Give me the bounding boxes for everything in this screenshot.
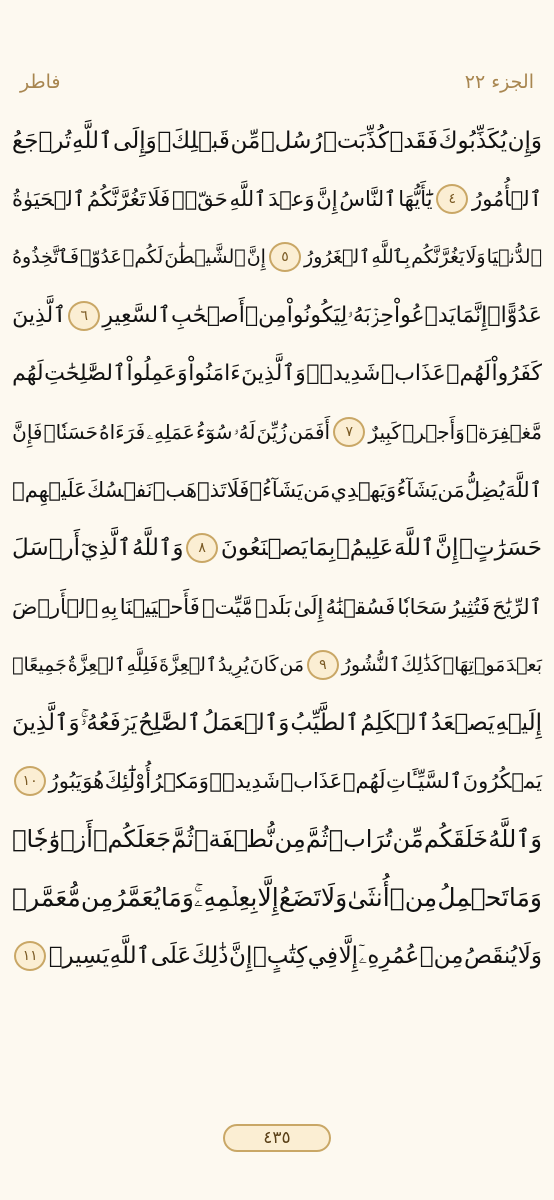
word[interactable]: ٱلسَّعِيرِ bbox=[102, 303, 171, 329]
word[interactable]: ٱلۡغَرُورُ bbox=[304, 246, 371, 269]
word[interactable]: مَن bbox=[303, 478, 331, 503]
word[interactable]: ٱللَّهِ bbox=[109, 942, 151, 969]
word[interactable]: ٱللَّهَ bbox=[505, 478, 542, 503]
word[interactable]: وَلَا bbox=[465, 246, 486, 269]
word[interactable]: فَأَحۡيَيۡنَا bbox=[119, 594, 200, 619]
word[interactable]: جَمِيعًاۚ bbox=[12, 653, 67, 676]
word[interactable]: حِزۡبَهُۥ bbox=[347, 303, 394, 329]
word[interactable]: بَعۡدَ bbox=[506, 653, 542, 676]
word[interactable]: ٱلدُّنۡيَا bbox=[486, 246, 542, 269]
word[interactable]: يَسِيرٞ bbox=[48, 942, 110, 969]
ayah-number-marker[interactable]: ٨ bbox=[186, 533, 218, 563]
word[interactable]: حَسَرَٰتٍۚ bbox=[459, 535, 542, 562]
word[interactable]: تَذۡهَبۡ bbox=[152, 478, 227, 503]
word[interactable]: يَشَآءُۖ bbox=[249, 478, 303, 503]
word[interactable]: ٱلنُّشُورُ bbox=[341, 653, 401, 676]
word[interactable]: يُضِلُّ bbox=[464, 478, 505, 503]
word[interactable]: إِنَّ bbox=[435, 535, 459, 562]
word[interactable]: لَهُۥ bbox=[233, 420, 256, 445]
word[interactable]: وَٱللَّهُ bbox=[488, 825, 542, 854]
word[interactable]: عَلَيۡهِمۡ bbox=[12, 478, 87, 503]
word[interactable]: ٱلسَّيِّـَٔاتِ bbox=[386, 769, 463, 794]
word[interactable]: فَقَدۡ bbox=[389, 128, 438, 155]
word[interactable]: ٱلَّذِيٓ bbox=[80, 535, 132, 562]
word[interactable]: يُعَمَّرُ bbox=[113, 883, 161, 913]
word[interactable]: ٱلۡعِزَّةُ bbox=[67, 653, 126, 676]
word[interactable]: أَرۡسَلَ bbox=[12, 535, 81, 562]
word[interactable]: تُرَابٖ bbox=[328, 825, 393, 854]
word[interactable]: ذَٰلِكَ bbox=[191, 942, 229, 969]
word[interactable]: مِنۡ bbox=[244, 303, 287, 329]
word[interactable]: يُنقَصُ bbox=[464, 942, 518, 969]
ayah-number-marker[interactable]: ٤ bbox=[436, 184, 468, 214]
word[interactable]: كَانَ bbox=[249, 653, 279, 676]
word[interactable]: تَضَعُ bbox=[278, 883, 321, 913]
word[interactable]: قَبۡلِكَۚ bbox=[157, 128, 230, 155]
word[interactable]: أُوْلَٰٓئِكَ bbox=[104, 769, 152, 794]
word[interactable]: وَعۡدَ bbox=[268, 187, 315, 212]
word[interactable]: يَشَآءُ bbox=[396, 478, 438, 503]
word[interactable]: عُمُرِهِۦٓ bbox=[358, 942, 420, 969]
word[interactable]: أَفَمَن bbox=[288, 420, 331, 445]
word[interactable]: إِلَّا bbox=[338, 942, 359, 969]
word[interactable]: مَن bbox=[279, 653, 305, 676]
text-line bbox=[12, 810, 542, 868]
word[interactable]: شَدِيدٞۖ bbox=[306, 361, 381, 387]
word[interactable]: يَرۡفَعُهُۥۚ bbox=[80, 709, 138, 736]
word[interactable]: لَهُم bbox=[12, 361, 44, 387]
text-line bbox=[12, 228, 542, 286]
word[interactable]: زُيِّنَ bbox=[256, 420, 288, 445]
word[interactable]: يَصۡنَعُونَ bbox=[220, 535, 308, 562]
word[interactable]: يُكَذِّبُوكَ bbox=[438, 128, 508, 155]
word[interactable]: ٱلۡحَيَوٰةُ bbox=[12, 187, 86, 212]
word[interactable]: ٱلصَّٰلِحَٰتِ bbox=[44, 361, 126, 387]
word[interactable]: وَإِلَى bbox=[113, 128, 157, 155]
text-line bbox=[12, 694, 542, 752]
word[interactable]: ٱلنَّاسُ bbox=[339, 187, 397, 212]
text-line bbox=[12, 287, 542, 345]
word[interactable]: ٱللَّهِ bbox=[72, 128, 113, 155]
word[interactable]: كُذِّبَتۡ bbox=[323, 128, 389, 155]
word[interactable]: نُّطۡفَةٖ bbox=[194, 825, 275, 854]
word[interactable]: تَغُرَّنَّكُمُ bbox=[86, 187, 146, 212]
text-line bbox=[12, 112, 542, 170]
word[interactable]: يَدۡعُواْ bbox=[394, 303, 456, 329]
word[interactable]: ٱللَّهَ bbox=[394, 535, 435, 562]
word[interactable]: فَلَا bbox=[226, 478, 250, 503]
text-line bbox=[12, 636, 542, 694]
word[interactable]: مِنۡ bbox=[419, 942, 464, 969]
word[interactable]: فِي bbox=[307, 942, 338, 969]
word[interactable]: شَدِيدٞۖ bbox=[209, 769, 281, 794]
word[interactable]: وَمَا bbox=[508, 883, 542, 913]
word[interactable]: تَحۡمِلُ bbox=[437, 883, 509, 913]
word[interactable]: عَذَابٞ bbox=[381, 361, 446, 387]
word[interactable]: بِعِلۡمِهِۦۚ bbox=[194, 882, 258, 912]
word[interactable]: وَمَكۡرُ bbox=[151, 769, 209, 794]
word[interactable]: إِلَيۡهِ bbox=[495, 709, 542, 736]
text-line bbox=[12, 752, 542, 810]
juz-label: الجزء ٢٢ bbox=[464, 71, 534, 93]
word[interactable]: نَفۡسُكَ bbox=[87, 478, 153, 503]
page-footer bbox=[0, 1124, 554, 1152]
word[interactable]: حَسَنٗاۖ bbox=[43, 420, 98, 445]
text-line bbox=[12, 345, 542, 403]
word[interactable]: إِنَّ bbox=[229, 942, 253, 969]
word[interactable]: جَعَلَكُمۡ bbox=[93, 825, 172, 854]
word[interactable]: فَسُقۡنَٰهُ bbox=[325, 594, 396, 619]
ayah-number-marker[interactable]: ٥ bbox=[269, 242, 301, 272]
word[interactable]: سُوٓءُ bbox=[195, 420, 233, 445]
word[interactable]: رُسُلٞ bbox=[260, 128, 323, 155]
word[interactable]: إِنَّ bbox=[316, 187, 338, 212]
page-number-badge[interactable]: ٤٣٥ bbox=[223, 1124, 331, 1152]
surah-name: فاطر bbox=[20, 71, 61, 93]
word[interactable]: مَّغۡفِرَةٞ bbox=[466, 420, 542, 445]
word[interactable]: بِهِ bbox=[100, 594, 118, 619]
word[interactable]: خَلَقَكُم bbox=[423, 825, 489, 854]
word[interactable]: مِّن bbox=[392, 825, 424, 854]
text-line bbox=[12, 403, 542, 461]
word[interactable]: لَهُمۡ bbox=[446, 361, 491, 387]
word[interactable]: يَٰٓأَيُّهَا bbox=[398, 187, 433, 212]
word[interactable]: مِنۡ bbox=[389, 883, 438, 913]
ayah-number-marker[interactable]: ١٠ bbox=[14, 766, 46, 796]
word[interactable]: يَمۡكُرُونَ bbox=[462, 769, 542, 794]
ayah-number-marker[interactable]: ٦ bbox=[68, 301, 100, 331]
word[interactable]: يَغُرَّنَّكُم bbox=[411, 246, 465, 269]
word[interactable]: وَأَجۡرٞ bbox=[402, 420, 465, 445]
word[interactable]: ٱللَّهِ bbox=[229, 187, 267, 212]
word[interactable]: مَوۡتِهَاۚ bbox=[442, 653, 506, 676]
word[interactable]: وَإِن bbox=[507, 128, 542, 155]
word[interactable]: ثُمَّ bbox=[171, 825, 194, 854]
text-line bbox=[12, 578, 542, 636]
word[interactable]: كَفَرُواْ bbox=[491, 361, 542, 387]
word[interactable]: كَذَٰلِكَ bbox=[401, 653, 442, 676]
text-line bbox=[12, 927, 542, 985]
word[interactable]: فَإِنَّ bbox=[12, 420, 43, 445]
word[interactable]: عَلِيمُۢ bbox=[335, 535, 394, 562]
word[interactable]: لَهُمۡ bbox=[342, 769, 386, 794]
word[interactable]: فَرَءَاهُ bbox=[99, 420, 146, 445]
ayah-number-marker[interactable]: ٩ bbox=[307, 650, 339, 680]
word[interactable]: مَن bbox=[437, 478, 465, 503]
word[interactable]: ٱلۡأَرۡضَ bbox=[12, 594, 99, 619]
word[interactable]: ٱلشَّيۡطَٰنَ bbox=[164, 246, 246, 269]
word[interactable]: بِمَا bbox=[308, 535, 336, 562]
word[interactable]: يَصۡعَدُ bbox=[431, 709, 495, 736]
word[interactable]: كَبِيرٌ bbox=[368, 420, 402, 445]
quran-page-text bbox=[12, 112, 542, 985]
word[interactable]: فَلِلَّهِ bbox=[126, 653, 159, 676]
text-line bbox=[12, 170, 542, 228]
word[interactable]: هُوَ bbox=[82, 769, 105, 794]
text-line bbox=[12, 461, 542, 519]
word[interactable]: مِن bbox=[274, 825, 306, 854]
word[interactable]: حَقّٞۖ bbox=[172, 187, 228, 212]
word[interactable]: لِيَكُونُواْ bbox=[286, 303, 348, 329]
word[interactable]: وَلَا bbox=[517, 942, 542, 969]
word[interactable]: لَكُمۡ bbox=[122, 246, 164, 269]
word[interactable]: عَذَابٞ bbox=[280, 769, 343, 794]
word[interactable]: وَمَا bbox=[160, 883, 194, 913]
word[interactable]: كِتَٰبٍۚ bbox=[252, 942, 308, 969]
word[interactable]: ٱلَّذِينَ bbox=[12, 303, 67, 329]
word[interactable]: مِن bbox=[80, 883, 114, 913]
word[interactable]: وَلَا bbox=[320, 883, 348, 913]
word[interactable]: ٱلۡكَلِمُ bbox=[360, 709, 431, 736]
ayah-number-marker[interactable]: ١١ bbox=[14, 941, 46, 971]
word[interactable]: تُرۡجَعُ bbox=[12, 128, 72, 155]
text-line bbox=[12, 519, 542, 577]
word[interactable]: عَدُوًّاۚ bbox=[487, 303, 542, 329]
word[interactable]: مَّيِّتٖ bbox=[201, 594, 253, 619]
word[interactable]: مِّن bbox=[230, 128, 261, 155]
word[interactable]: أَزۡوَٰجٗاۚ bbox=[12, 825, 93, 854]
word[interactable]: فَلَا bbox=[147, 187, 171, 212]
word[interactable]: إِنَّ bbox=[246, 246, 266, 269]
word[interactable]: يُرِيدُ bbox=[217, 653, 249, 676]
word[interactable]: ٱلصَّٰلِحُ bbox=[138, 709, 202, 736]
word[interactable]: عَدُوّٞ bbox=[79, 246, 122, 269]
word[interactable]: إِنَّمَا bbox=[455, 303, 488, 329]
word[interactable]: وَٱلَّذِينَ bbox=[12, 709, 80, 736]
word[interactable]: ٱلۡأُمُورُ bbox=[472, 187, 542, 212]
word[interactable]: مُّعَمَّرٖ bbox=[12, 883, 81, 913]
word[interactable]: ءَامَنُواْ bbox=[188, 361, 241, 387]
word[interactable]: فَٱتَّخِذُوهُ bbox=[12, 246, 79, 269]
word[interactable]: إِلَّا bbox=[257, 883, 279, 913]
word[interactable]: ٱلۡعِزَّةَ bbox=[159, 653, 218, 676]
word[interactable]: يَبُورُ bbox=[48, 769, 82, 794]
word[interactable]: أُنثَىٰ bbox=[347, 883, 390, 913]
ayah-number-marker[interactable]: ٧ bbox=[333, 417, 365, 447]
word[interactable]: ٱلرِّيَٰحَ bbox=[492, 594, 542, 619]
word[interactable]: ٱلطَّيِّبُ bbox=[290, 709, 360, 736]
word[interactable]: إِلَىٰ bbox=[293, 594, 324, 619]
word[interactable]: أَصۡحَٰبِ bbox=[171, 303, 245, 329]
word[interactable]: بِٱللَّهِ bbox=[371, 246, 411, 269]
word[interactable]: وَيَهۡدِي bbox=[330, 478, 397, 503]
word[interactable]: ثُمَّ bbox=[305, 825, 329, 854]
word[interactable]: وَٱلَّذِينَ bbox=[241, 361, 306, 387]
word[interactable]: وَعَمِلُواْ bbox=[126, 361, 188, 387]
text-line bbox=[12, 868, 542, 926]
page-header bbox=[20, 62, 534, 102]
word[interactable]: فَتُثِيرُ bbox=[449, 594, 491, 619]
word[interactable]: عَلَى bbox=[150, 942, 192, 969]
word[interactable]: عَمَلِهِۦ bbox=[146, 420, 195, 445]
word[interactable]: بَلَدٖ bbox=[255, 594, 292, 619]
word[interactable]: سَحَابٗا bbox=[397, 594, 448, 619]
word[interactable]: وَٱللَّهُ bbox=[131, 535, 184, 562]
word[interactable]: وَٱلۡعَمَلُ bbox=[202, 709, 290, 736]
